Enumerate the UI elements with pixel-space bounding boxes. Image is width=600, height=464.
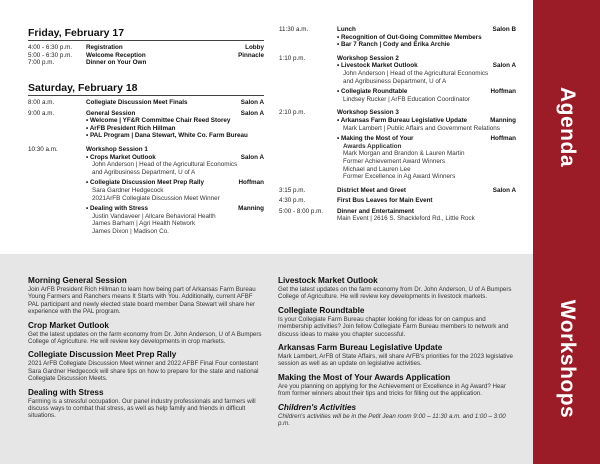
schedule-row-first-bus: 4:30 p.m. First Bus Leaves for Main Event <box>279 197 433 205</box>
agenda-section <box>0 0 533 254</box>
schedule-row: 5:00 - 6:30 p.m. Welcome Reception Pinnacle <box>28 51 264 59</box>
friday-heading: Friday, February 17 <box>28 27 264 41</box>
schedule-row-district: 3:15 p.m. District Meet and Greet Salon A <box>279 186 516 194</box>
schedule-row-workshop-1: 10:30 a.m. Workshop Session 1 • Crops Market Outlook Salon A John Anderson | Head of the Agricultural Economics and Agribusiness Department, U of A • Collegiate Discussion Meet Prep Rally Hoffman Sara Gardner Hedgecock 2021ArFB Collegiate Discussion Meet Winner • Dealing with Stress Manning Justin Vandaveer | Allcare Behavioral Health James Barham | Agri Health Network James Dixon | Madison Co. <box>28 145 264 235</box>
workshops-right-column <box>278 276 518 432</box>
schedule-row: 4:00 - 6:30 p.m. Registration Lobby <box>28 44 264 51</box>
workshop-item: Dealing with Stress Farming is a stressful occupation. Our panel industry professionals and farmers will discuss ways to combat that stress, as well as help family and friends in difficult situations. <box>28 387 256 420</box>
workshops-left-column <box>28 276 262 425</box>
saturday-schedule <box>28 82 264 236</box>
schedule-row-finals: 8:00 a.m. Collegiate Discussion Meet Finals Salon A <box>28 99 264 106</box>
schedule-row: 7:00 p.m. Dinner on Your Own <box>28 59 147 67</box>
agenda-right-column <box>279 26 516 223</box>
schedule-row-lunch: 11:30 a.m. Lunch Salon B • Recognition of Out-Going Committee Members • Bar 7 Ranch | Cody and Erika Archie <box>279 26 516 49</box>
schedule-row-workshop-2: 1:10 p.m. Workshop Session 2 • Livestock Market Outlook Salon A John Anderson | Head of the Agricultural Economics and Agribusiness Department, U of A • Collegiate Roundtable Hoffman Lindsey Rucker | ArFB Education Coordinator <box>279 54 516 103</box>
friday-schedule <box>28 27 264 67</box>
workshop-item: Making the Most of Your Awards Application Are you planning on applying for the Achievement or Excellence in Ag Award? Hear from former winners about their tips and tricks for filling out the application. <box>278 372 506 398</box>
workshop-item: Collegiate Discussion Meet Prep Rally 2021 ArFB Collegiate Discussion Meet winner and 2022 AFBF Final Four contestant Sara Gardner Hedgecock will share tips on how to prepare for the state and national Collegiate Discussion Meets. <box>28 350 259 383</box>
workshop-item: Crop Market Outlook Get the latest updates on the farm economy from Dr. John Anderson, U of A Bumpers College of Agriculture. He will review key developments in crop markets. <box>28 320 262 346</box>
workshops-sidebar-label: Workshops <box>555 299 579 419</box>
workshops-sidebar <box>533 254 600 464</box>
saturday-heading: Saturday, February 18 <box>28 82 264 96</box>
workshop-item: Morning General Session Join ArFB President Rich Hillman to learn how being part of Arkansas Farm Bureau Young Farmers and Ranchers means It Starts with You. Additionally, current AFBF PAL participant and newly elected state board member Dana Stewart will share her experience with the PAL program. <box>28 276 256 316</box>
workshop-item: Collegiate Roundtable Is your Collegiate Farm Bureau chapter looking for ideas for on campus and membership activities? Join fellow Collegiate Farm Bureau members to network and discuss ideas to make you chapter successful. <box>278 305 509 338</box>
workshop-item: Livestock Market Outlook Get the latest updates on the farm economy from Dr. John Anderson, U of A Bumpers College of Agriculture. He will review key developments in livestock markets. <box>278 276 512 301</box>
schedule-row-workshop-3: 2:10 p.m. Workshop Session 3 • Arkansas Farm Bureau Legislative Update Manning Mark Lambert | Public Affairs and Government Relations • Making the Most of Your Hoffman Awards Application Mark Morgan and Brandon & Lauren Martin Former Achievement Award Winners Michael and Lauren Lee Former Excellence in Ag Award Winners <box>279 109 516 181</box>
workshops-section <box>0 254 533 464</box>
workshop-item-childrens: Children's Activities Children's activities will be in the Petit Jean room 9:00 – 11:30 a.m. and 1:00 – 3:00 p.m. <box>278 402 506 428</box>
schedule-row-dinner: 5:00 - 8:00 p.m. Dinner and Entertainment Main Event | 2616 S. Shackleford Rd., Little Rock <box>279 207 475 223</box>
agenda-sidebar <box>533 0 600 254</box>
workshop-item: Arkansas Farm Bureau Legislative Update Mark Lambert, ArFB of State Affairs, will share ArFB's priorities for the 2023 legislative session as well as an update on legislative activities. <box>278 343 513 368</box>
agenda-sidebar-label: Agenda <box>555 86 579 168</box>
schedule-row-general-session: 9:00 a.m. General Session Salon A • Welcome | YF&R Committee Chair Reed Storey • ArFB President Rich Hillman • PAL Program | Dana Stewart, White Co. Farm Bureau <box>28 109 264 140</box>
